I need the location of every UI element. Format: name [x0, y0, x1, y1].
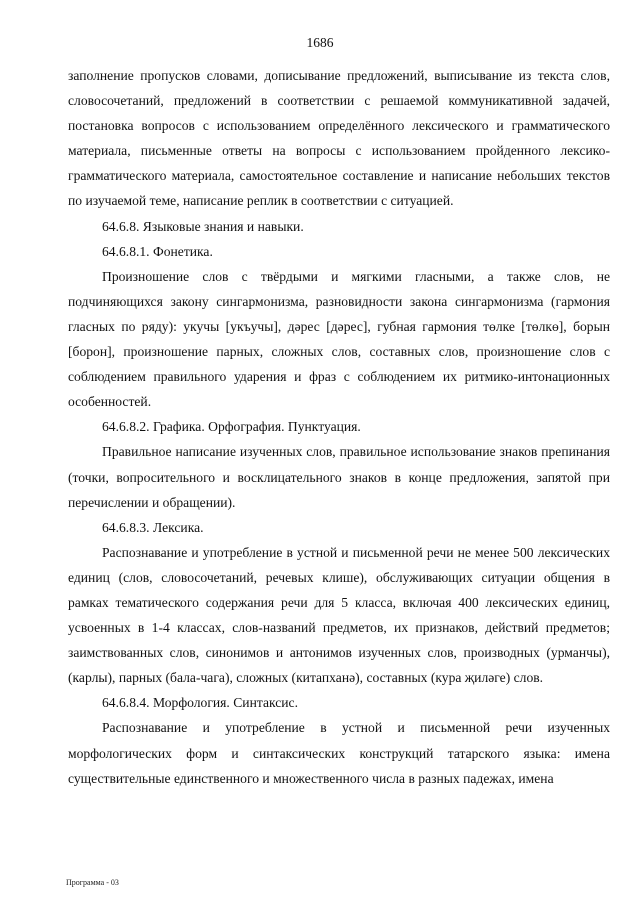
section-heading-lexis: 64.6.8.3. Лексика.: [102, 519, 204, 535]
paragraph-phonetics: Произношение слов с твёрдыми и мягкими гласными, а также слов, не подчиняющихся закону сингармонизма, разновидности закона сингармонизма (гармония гласных по ряду): укучы [укъучы], дәрес [дәрес], губная гармония төлке [төлкө], борын [борон], произношение парных, сложных слов, составных слов, произношение слов с соблюдением правильного ударения и фраз с соблюдением их ритмико-интонационных особенностей.: [68, 268, 610, 410]
page-footer: Программа - 03: [66, 878, 119, 887]
paragraph-graphics: Правильное написание изученных слов, правильное использование знаков препинания (точки, вопросительного и восклицательного знаков в конце предложения, запятой при перечислении и обращении).: [68, 444, 610, 510]
section-heading-graphics: 64.6.8.2. Графика. Орфография. Пунктуация.: [102, 419, 361, 435]
paragraph-continuation: заполнение пропусков словами, дописывание предложений, выписывание из текста слов, словосочетаний, предложений в соответствии с решаемой коммуникативной задачей, постановка вопросов с использованием определённого лексического и грамматического материала, письменные ответы на вопросы с использованием пройденного лексико-грамматического материала, самостоятельное составление и написание небольших текстов по изучаемой теме, написание реплик в соответствии с ситуацией.: [68, 68, 610, 209]
paragraph-morphology: Распознавание и употребление в устной и письменной речи изученных морфологических форм и синтаксических конструкций татарского языка: имена существительные единственного и множественного числа в разных падежах, имена: [68, 720, 610, 786]
paragraph-lexis: Распознавание и употребление в устной и письменной речи не менее 500 лексических единиц (слов, словосочетаний, речевых клише), обслуживающих ситуации общения в рамках тематического содержания речи для 5 класса, включая 400 лексических единиц, усвоенных в 1-4 классах, слов-названий предметов, их признаков, действий предметов; заимствованных слов, синонимов и антонимов изученных слов, производных (урманчы), (карлы), парных (бала-чага), сложных (китапханә), составных (кура җиләге) слов.: [68, 544, 610, 686]
section-heading-morphology: 64.6.8.4. Морфология. Синтаксис.: [102, 695, 298, 711]
section-heading-phonetics: 64.6.8.1. Фонетика.: [102, 243, 213, 259]
body-text: [68, 63, 610, 791]
section-heading-language-skills: 64.6.8. Языковые знания и навыки.: [102, 218, 304, 234]
page-number: 1686: [306, 35, 334, 50]
